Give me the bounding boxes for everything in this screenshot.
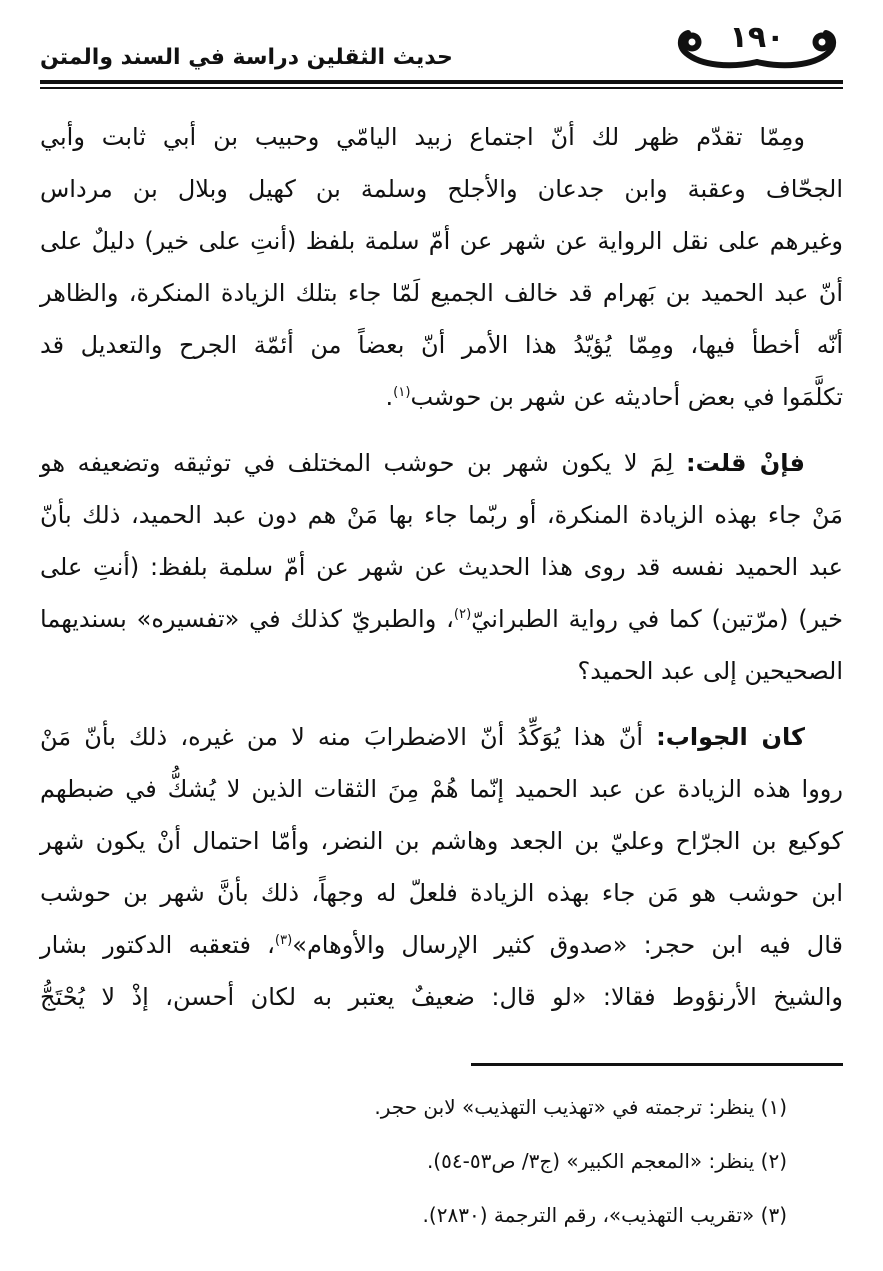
page-header [40,22,843,74]
book-title: حديث الثقلين دراسة في السند والمتن [40,45,453,70]
text-run: أنّه أخطأ فيها، ومِمّا يُؤيّدُ هذا الأمر أنّ بعضاً من أئمّة الجرح والتعديل قد [40,331,843,359]
footnote-item: (٢) ينظر: «المعجم الكبير» (ج٣/ ص٥٣-٥٤). [426,1149,787,1173]
text-run: والشيخ الأرنؤوط فقالا: «لو قال: ضعيفٌ يعتبر به لكان أحسن، إذْ لا يُحْتَجُّ [40,983,843,1011]
text-run: ومِمّا تقدّم ظهر لك أنّ اجتماع زبيد اليامّي وحبيب بن أبي ثابت وأبي [40,123,805,151]
text-run: أنّ عبد الحميد بن بَهرام قد خالف الجميع لَمّا جاء بتلك الزيادة المنكرة، والظاهر [40,279,843,307]
text-line [40,489,843,541]
text-line [40,437,843,489]
text-line [40,267,843,319]
text-run: فإنْ قلت: [686,449,805,477]
paragraph [40,437,843,697]
footnote-ref: (١) [393,385,411,400]
body-text [40,111,843,1023]
text-run: الجحّاف وعقبة وابن جدعان والأجلح وسلمة بن كهيل وبلال بن مرداس [40,175,843,203]
text-run: مَنْ جاء بهذه الزيادة المنكرة، أو ربّما جاء بها مَنْ هم دون عبد الحميد، ذلك بأنّ [40,501,843,529]
text-line [40,163,843,215]
text-line [40,319,843,371]
text-run: لِمَ لا يكون شهر بن حوشب المختلف في توثيقه وتضعيفه هو [40,449,686,477]
text-run: ، والطبريّ كذلك في «تفسيره» بسنديهما [40,605,454,633]
header-rule-thick [40,80,843,84]
text-line [40,867,843,919]
text-line [40,215,843,267]
text-line [40,763,843,815]
footnote-item: (٣) «تقريب التهذيب»، رقم الترجمة (٢٨٣٠). [422,1203,787,1227]
footnote-ref: (٣) [274,933,293,948]
footnotes-list [40,1080,843,1242]
text-run: أنّ هذا يُوَكِّدُ أنّ الاضطرابَ منه لا من غيره، ذلك بأنّ مَنْ [40,723,657,751]
text-run: قال فيه ابن حجر: «صدوق كثير الإرسال والأوهام» [292,931,844,959]
text-run: وغيرهم على نقل الرواية عن شهر عن أمّ سلمة بلفظ (أنتِ على خير) دليلٌ على [40,227,843,255]
text-run: عبد الحميد نفسه قد روى هذا الحديث عن شهر عن أمّ سلمة بلفظ: (أنتِ على [40,553,843,581]
text-run: كان الجواب: [656,723,805,751]
text-line [40,971,843,1023]
page-number: ١٩٠ [729,20,785,55]
text-line [40,645,843,697]
text-run: خير) (مرّتين) كما في رواية الطبرانيّ [471,605,843,633]
text-run: رووا هذه الزيادة عن عبد الحميد إنّما هُمْ مِنَ الثقات الذين لا يُشكُّ في ضبطهم [40,775,843,803]
text-run: تكلَّمَوا في بعض أحاديثه عن شهر بن حوشب [410,383,843,411]
text-line [40,593,843,645]
header-rule-thin [40,87,843,89]
text-line [40,541,843,593]
text-line [40,111,843,163]
text-run: ، فتعقبه الدكتور بشار [40,931,275,959]
text-run: . [385,383,394,411]
footnote-item: (١) ينظر: ترجمته في «تهذيب التهذيب» لابن حجر. [374,1095,787,1119]
text-line [40,815,843,867]
text-run: ابن حوشب هو مَن جاء بهذه الزيادة فلعلّ له وجهاً، ذلك بأنَّ شهر بن حوشب [40,879,843,907]
text-line [40,919,843,971]
paragraph [40,711,843,1023]
paragraph [40,111,843,423]
text-run: الصحيحين إلى عبد الحميد؟ [577,657,843,685]
page-number-ornament [671,20,843,74]
text-run: كوكيع بن الجرّاح وعليّ بن الجعد وهاشم بن النضر، وأمّا احتمال أنْ يكون شهر [40,827,843,855]
text-line [40,371,843,423]
text-line [40,711,843,763]
header-rule [40,80,843,89]
footnote-ref: (٢) [453,607,472,622]
footnote-separator [471,1063,843,1066]
